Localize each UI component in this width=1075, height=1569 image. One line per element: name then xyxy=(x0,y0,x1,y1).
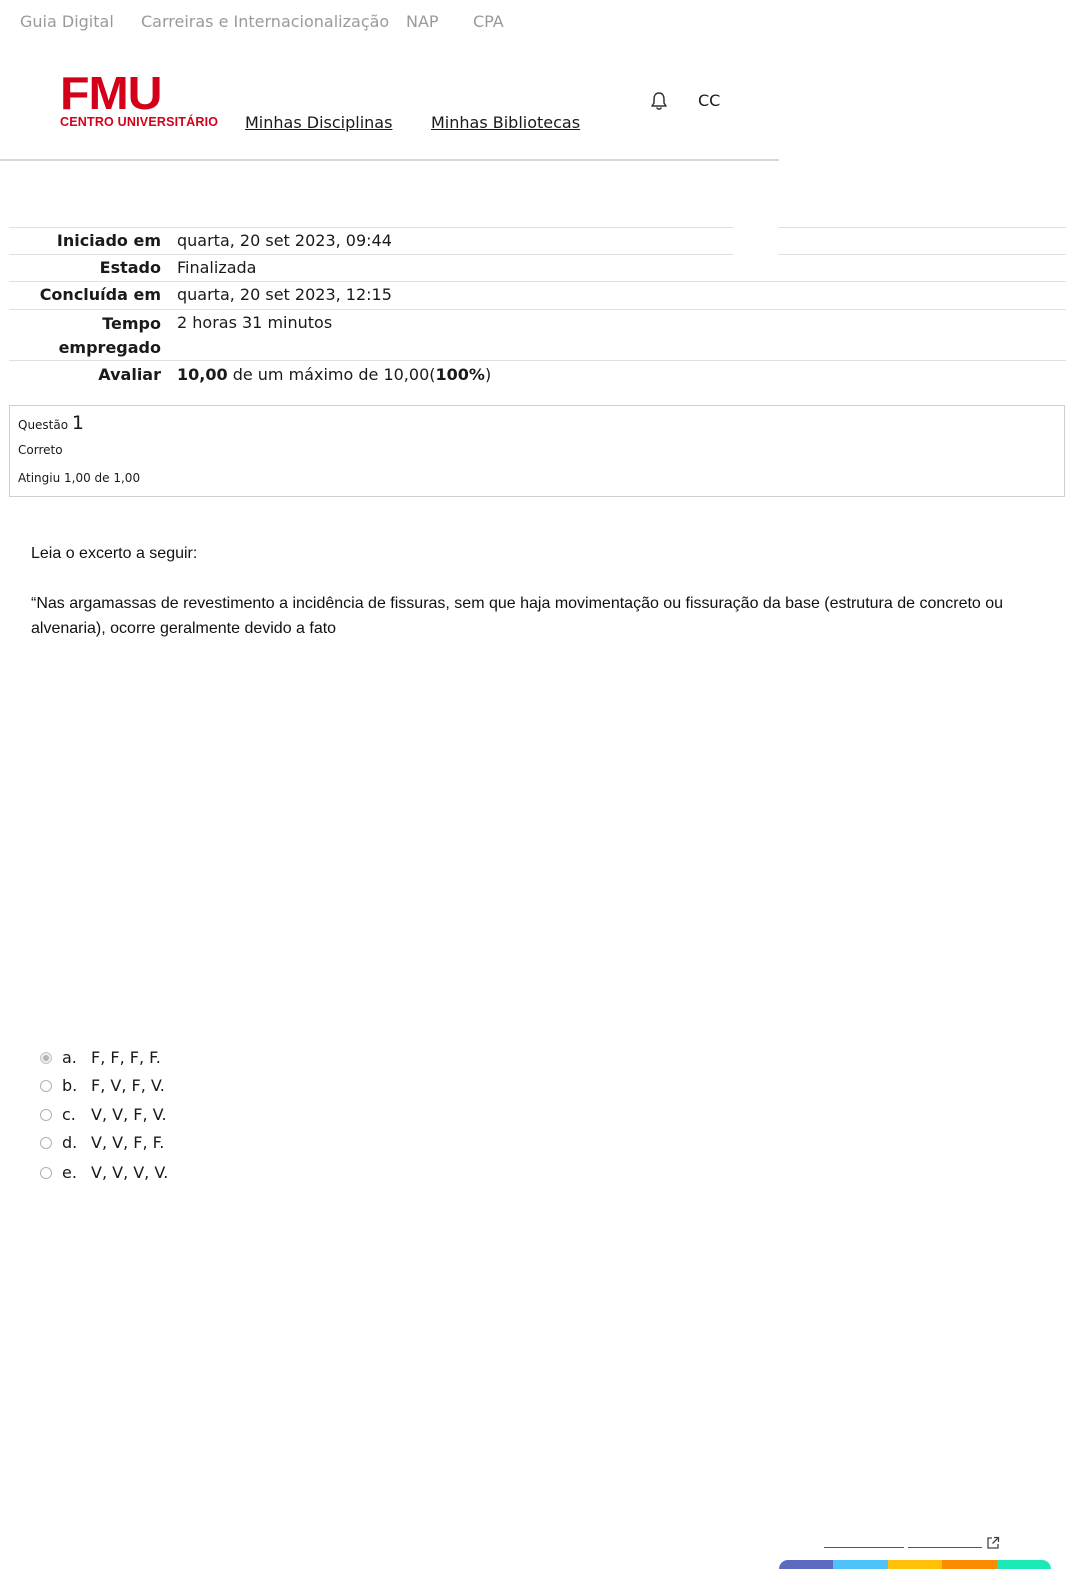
nav-link-nap[interactable]: NAP xyxy=(406,12,439,31)
user-menu-initials[interactable]: CC xyxy=(698,91,721,110)
nav-link-cpa[interactable]: CPA xyxy=(473,12,504,31)
external-link-icon[interactable] xyxy=(986,1535,1000,1549)
question-state: Correto xyxy=(18,443,63,457)
fmu-logo[interactable] xyxy=(60,67,219,129)
radio-button[interactable] xyxy=(40,1137,52,1149)
summary-divider xyxy=(778,227,1066,228)
radio-button[interactable] xyxy=(40,1167,52,1179)
started-value: quarta, 20 set 2023, 09:44 xyxy=(177,231,392,250)
answer-letter: c. xyxy=(62,1105,76,1124)
nav-minhas-disciplinas[interactable]: Minhas Disciplinas xyxy=(245,113,393,132)
grade-score: 10,00 xyxy=(177,365,228,384)
question-excerpt-line1: “Nas argamassas de revestimento a incidência de fissuras, sem que haja movimentação ou fissuração da base (estrutura de concreto ou xyxy=(31,595,1004,612)
nav-link-carreiras[interactable]: Carreiras e Internacionalização xyxy=(141,12,390,31)
summary-divider xyxy=(9,360,1066,361)
grade-percent: 100% xyxy=(435,365,485,384)
summary-divider xyxy=(9,227,733,228)
nav-link-guia-digital[interactable]: Guia Digital xyxy=(20,12,114,31)
radio-button[interactable] xyxy=(40,1109,52,1121)
answer-text: V, V, F, V. xyxy=(91,1105,167,1124)
color-bar-segment xyxy=(997,1560,1051,1569)
time-label-line1: Tempo xyxy=(102,314,161,333)
answer-letter: b. xyxy=(62,1076,78,1095)
footer-link[interactable] xyxy=(908,1547,982,1548)
completed-label: Concluída em xyxy=(39,285,161,304)
grade-max: de um máximo de 10,00( xyxy=(227,365,436,384)
answer-text: F, F, F, F. xyxy=(91,1048,161,1067)
time-value: 2 horas 31 minutos xyxy=(177,313,333,332)
color-bar-segment xyxy=(833,1560,887,1569)
color-bar-segment xyxy=(779,1560,833,1569)
color-bar-segment xyxy=(888,1560,942,1569)
question-title-prefix: Questão xyxy=(18,418,69,432)
question-grade: Atingiu 1,00 de 1,00 xyxy=(18,471,141,485)
summary-divider xyxy=(9,254,733,255)
answer-letter: e. xyxy=(62,1163,77,1182)
grade-label: Avaliar xyxy=(98,365,161,384)
header-divider xyxy=(0,159,779,161)
logo-wordmark: FMU xyxy=(60,67,162,119)
summary-divider xyxy=(9,309,1066,310)
color-bar-segment xyxy=(942,1560,996,1569)
answer-text: F, V, F, V. xyxy=(91,1076,165,1095)
question-excerpt-line2: alvenaria), ocorre geralmente devido a fato xyxy=(31,620,337,637)
answer-text: V, V, F, F. xyxy=(91,1133,165,1152)
time-label-line2: empregado xyxy=(58,338,161,357)
answer-letter: a. xyxy=(62,1048,77,1067)
answer-text: V, V, V, V. xyxy=(91,1163,169,1182)
started-label: Iniciado em xyxy=(56,231,161,250)
bell-icon[interactable] xyxy=(648,90,670,112)
grade-close: ) xyxy=(484,365,492,384)
footer-link[interactable] xyxy=(824,1547,904,1548)
question-info-box xyxy=(9,405,1065,497)
radio-button-selected[interactable] xyxy=(40,1052,52,1064)
nav-minhas-bibliotecas[interactable]: Minhas Bibliotecas xyxy=(431,113,581,132)
logo-subtitle: CENTRO UNIVERSITÁRIO xyxy=(60,115,219,129)
state-value: Finalizada xyxy=(177,258,257,277)
question-title xyxy=(18,412,84,434)
question-intro: Leia o excerto a seguir: xyxy=(31,545,198,562)
answer-letter: d. xyxy=(62,1133,78,1152)
completed-value: quarta, 20 set 2023, 12:15 xyxy=(177,285,392,304)
summary-divider xyxy=(9,281,1066,282)
summary-divider xyxy=(778,254,1066,255)
radio-button[interactable] xyxy=(40,1080,52,1092)
state-label: Estado xyxy=(99,258,161,277)
grade-value xyxy=(177,363,491,387)
question-number: 1 xyxy=(71,412,85,434)
footer-color-bar xyxy=(779,1560,1051,1569)
